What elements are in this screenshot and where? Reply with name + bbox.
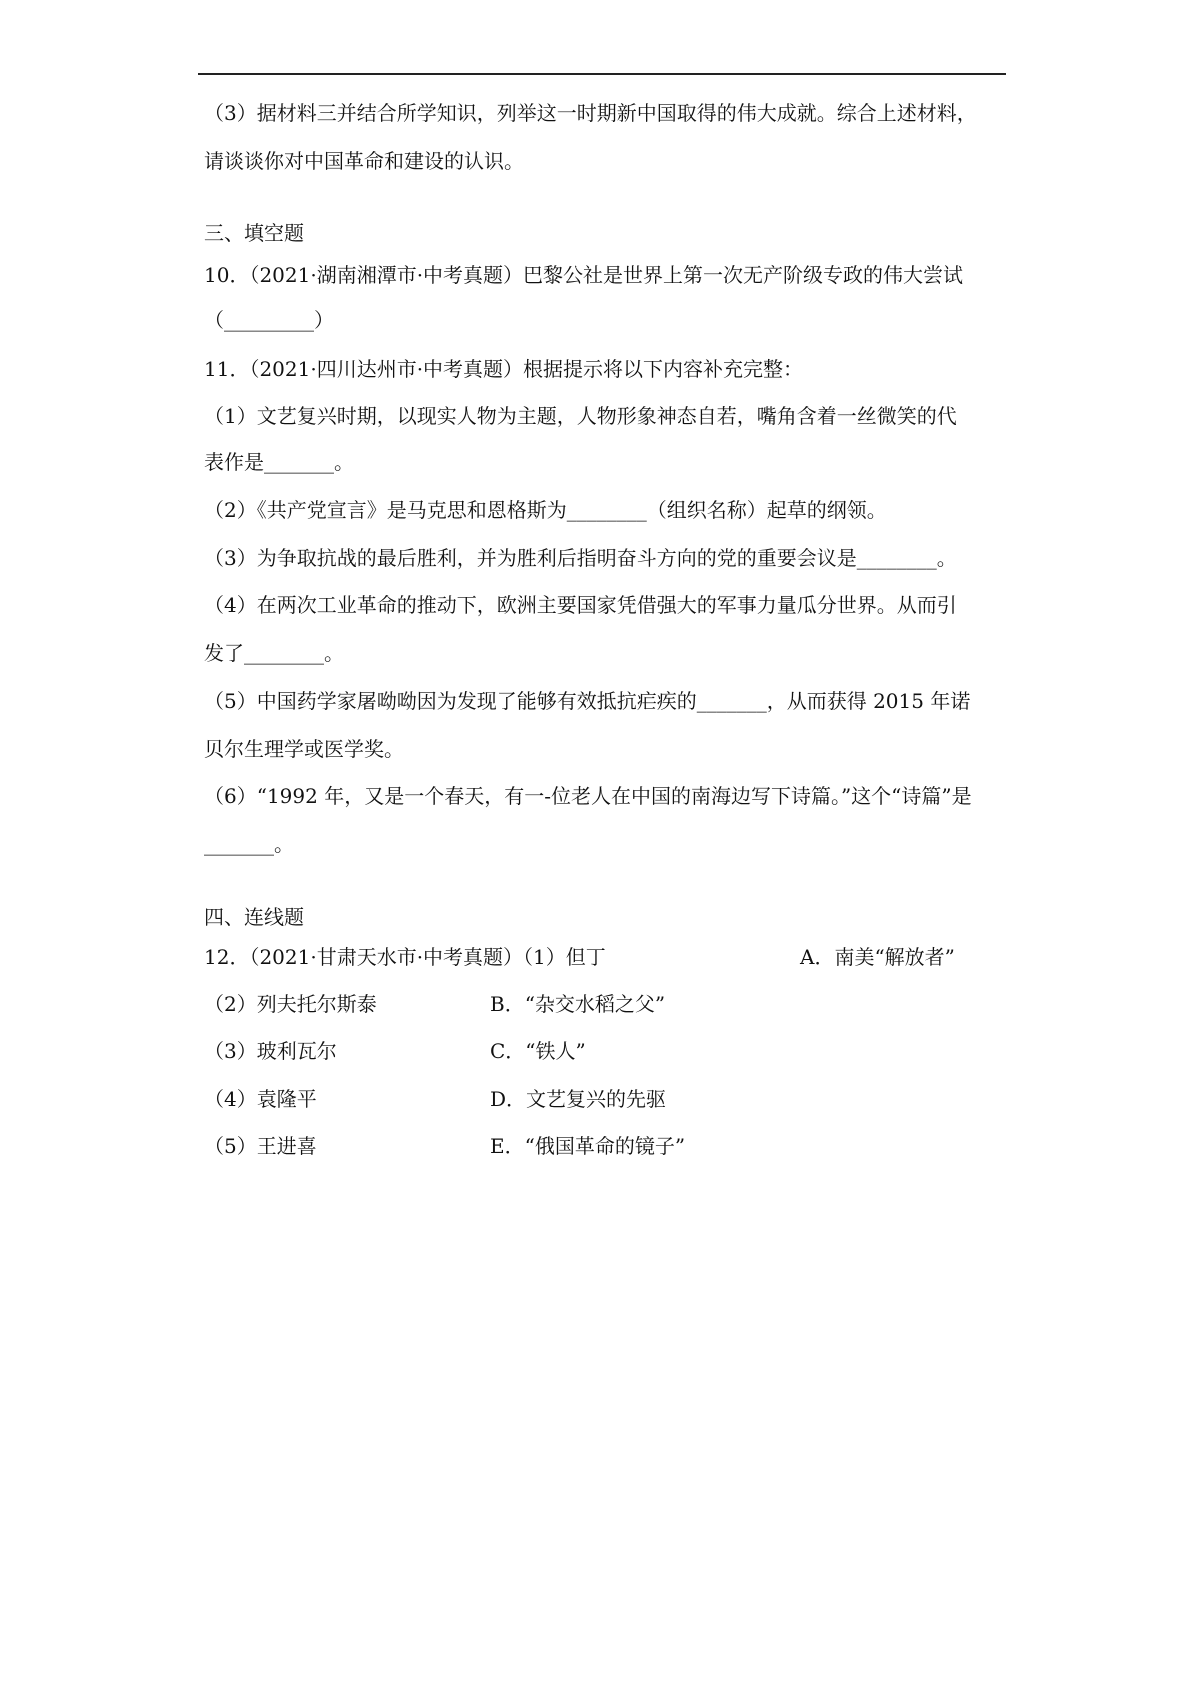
section-title-fill-blank: 三、填空题 [204,221,304,245]
q9-part3-line1: （3）据材料三并结合所学知识，列举这一时期新中国取得的伟大成就。综合上述材料， [204,101,977,125]
q11-stem: 11．（2021·四川达州市·中考真题）根据提示将以下内容补充完整： [204,357,804,381]
q12-right-item-d: D．文艺复兴的先驱 [490,1087,667,1111]
q11-part6-line1: （6）“1992 年，又是一个春天，有一-位老人在中国的南海边写下诗篇。”这个“诗篇”是 [204,784,972,808]
q11-part1-line2: 表作是_______。 [204,450,354,474]
q11-part3: （3）为争取抗战的最后胜利，并为胜利后指明奋斗方向的党的重要会议是________。 [204,546,957,570]
q11-part4-line2: 发了________。 [204,641,344,665]
header-rule [198,73,1006,75]
q12-left-item-5: （5）王进喜 [204,1134,317,1158]
q12-left-item-3: （3）玻利瓦尔 [204,1039,337,1063]
q12-stem: 12．（2021·甘肃天水市·中考真题）（1）但丁 [204,945,606,969]
q10-line1: 10．（2021·湖南湘潭市·中考真题）巴黎公社是世界上第一次无产阶级专政的伟大尝试 [204,263,964,287]
q12-left-item-2: （2）列夫托尔斯泰 [204,992,377,1016]
q12-right-item-e: E．“俄国革命的镜子” [490,1134,686,1158]
q11-part5-line1: （5）中国药学家屠呦呦因为发现了能够有效抵抗疟疾的_______，从而获得 2015 年诺 [204,689,971,713]
q12-right-item-c: C．“铁人” [490,1039,586,1063]
q11-part2: （2）《共产党宣言》是马克思和恩格斯为________（组织名称）起草的纲领。 [204,498,887,522]
q12-left-item-4: （4）袁隆平 [204,1087,317,1111]
section-title-matching: 四、连线题 [204,905,304,929]
q9-part3-line2: 请谈谈你对中国革命和建设的认识。 [204,149,524,173]
q12-right-item-b: B．“杂交水稻之父” [490,992,666,1016]
q11-part6-line2: _______。 [204,832,294,856]
q12-option-a: A．南美“解放者” [800,945,955,969]
q11-part5-line2: 贝尔生理学或医学奖。 [204,737,404,761]
q11-part4-line1: （4）在两次工业革命的推动下，欧洲主要国家凭借强大的军事力量瓜分世界。从而引 [204,593,957,617]
q10-line2: （_________） [204,308,334,332]
q11-part1-line1: （1）文艺复兴时期，以现实人物为主题，人物形象神态自若，嘴角含着一丝微笑的代 [204,404,957,428]
